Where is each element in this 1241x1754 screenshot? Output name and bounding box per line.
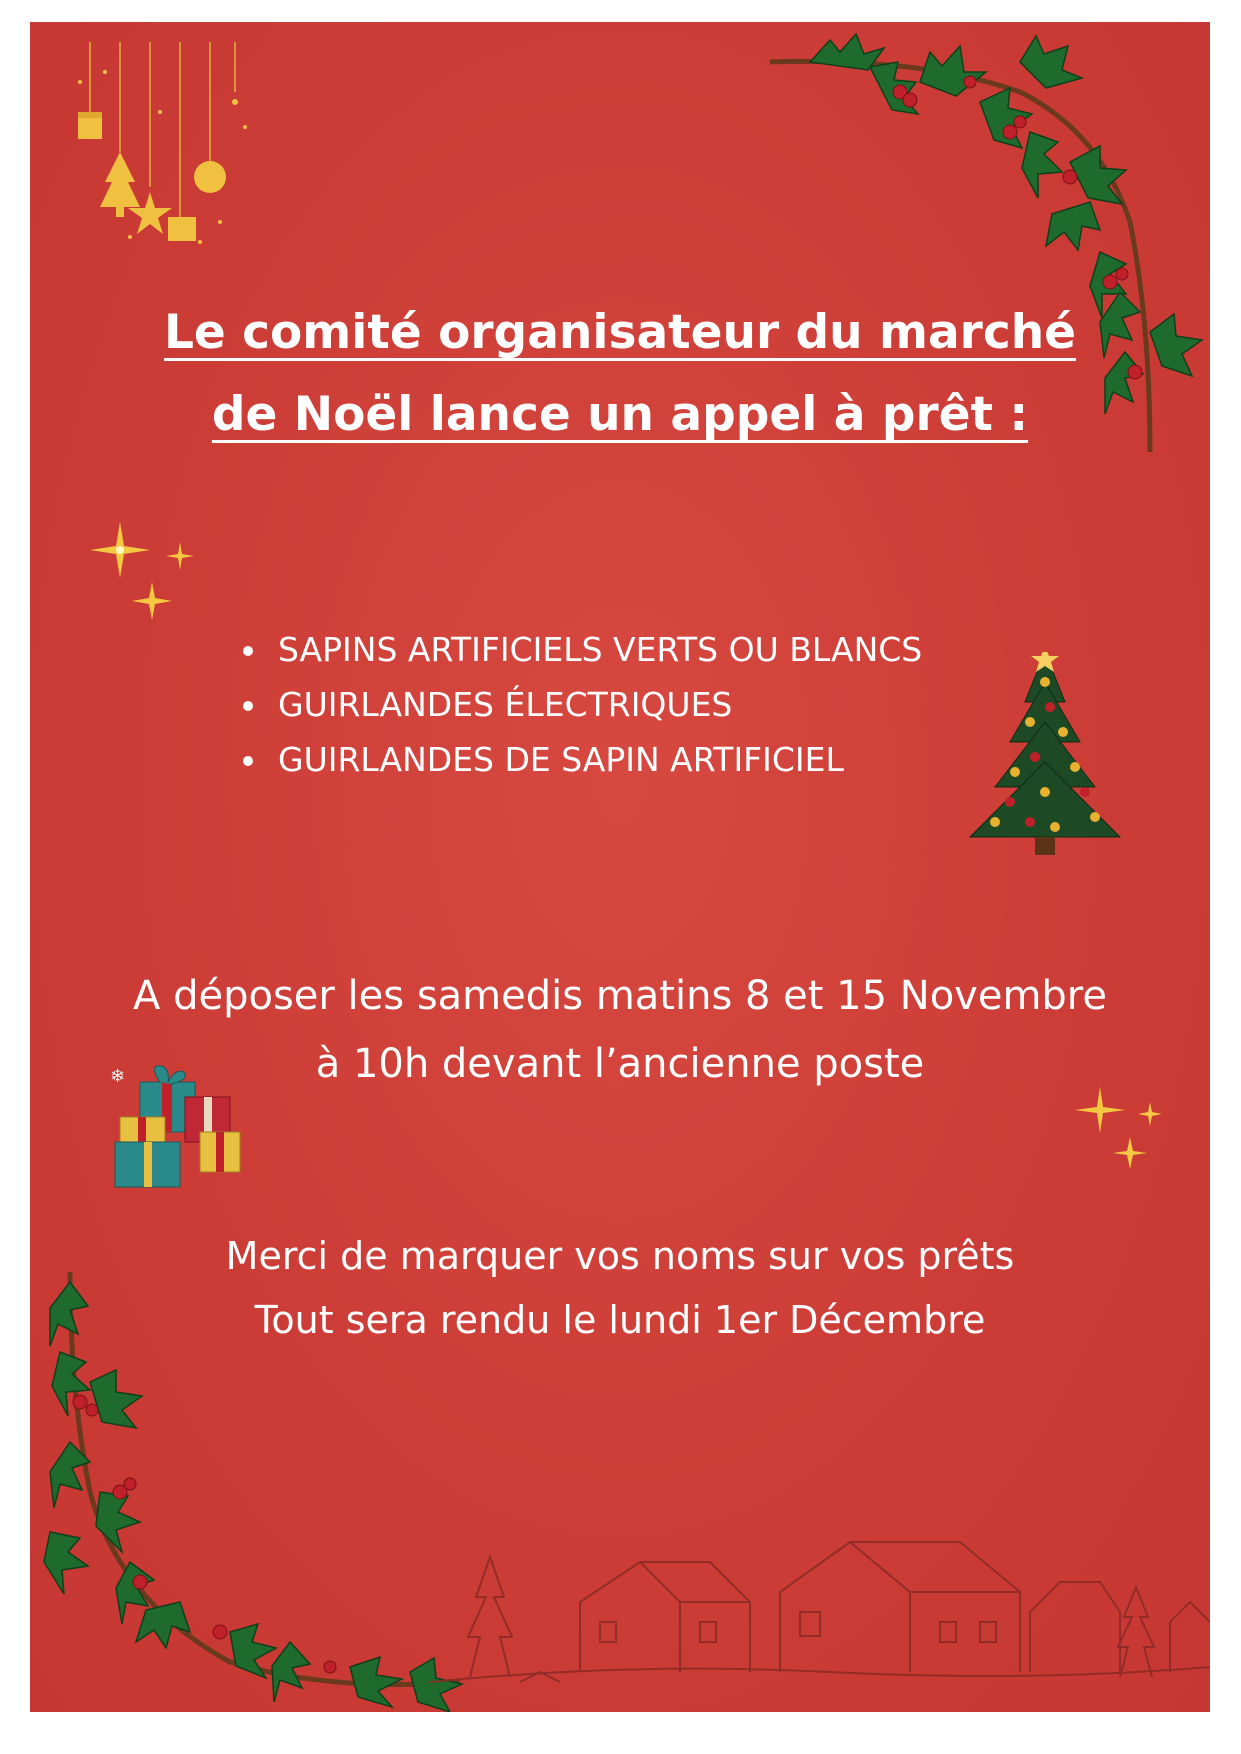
loan-items-list <box>240 622 922 787</box>
christmas-tree-icon <box>955 652 1135 862</box>
gift-boxes-icon <box>100 1062 250 1192</box>
sparkle-icon <box>1065 1087 1175 1187</box>
thanks-line-2: Tout sera rendu le lundi 1er Décembre <box>254 1298 986 1342</box>
deposit-line-2: à 10h devant l’ancienne poste <box>315 1041 925 1087</box>
list-item: • GUIRLANDES DE SAPIN ARTIFICIEL <box>270 732 922 787</box>
holly-branch-icon <box>30 1272 480 1712</box>
page-title <box>70 292 1170 456</box>
deposit-line-1: A déposer les samedis matins 8 et 15 Novembre <box>133 973 1107 1019</box>
thanks-line-1: Merci de marquer vos noms sur vos prêts <box>225 1234 1015 1278</box>
svg-text:❄: ❄ <box>110 1066 126 1087</box>
hanging-ornaments-icon <box>60 42 260 272</box>
title-line-1: Le comité organisateur du marché <box>163 305 1077 360</box>
poster <box>30 22 1210 1712</box>
list-item: • GUIRLANDES ÉLECTRIQUES <box>270 677 922 732</box>
sparkle-icon <box>80 522 210 632</box>
list-item: • SAPINS ARTIFICIELS VERTS OU BLANCS <box>270 622 922 677</box>
village-sketch-icon <box>430 1482 1210 1712</box>
title-line-2: de Noël lance un appel à prêt : <box>211 387 1029 442</box>
